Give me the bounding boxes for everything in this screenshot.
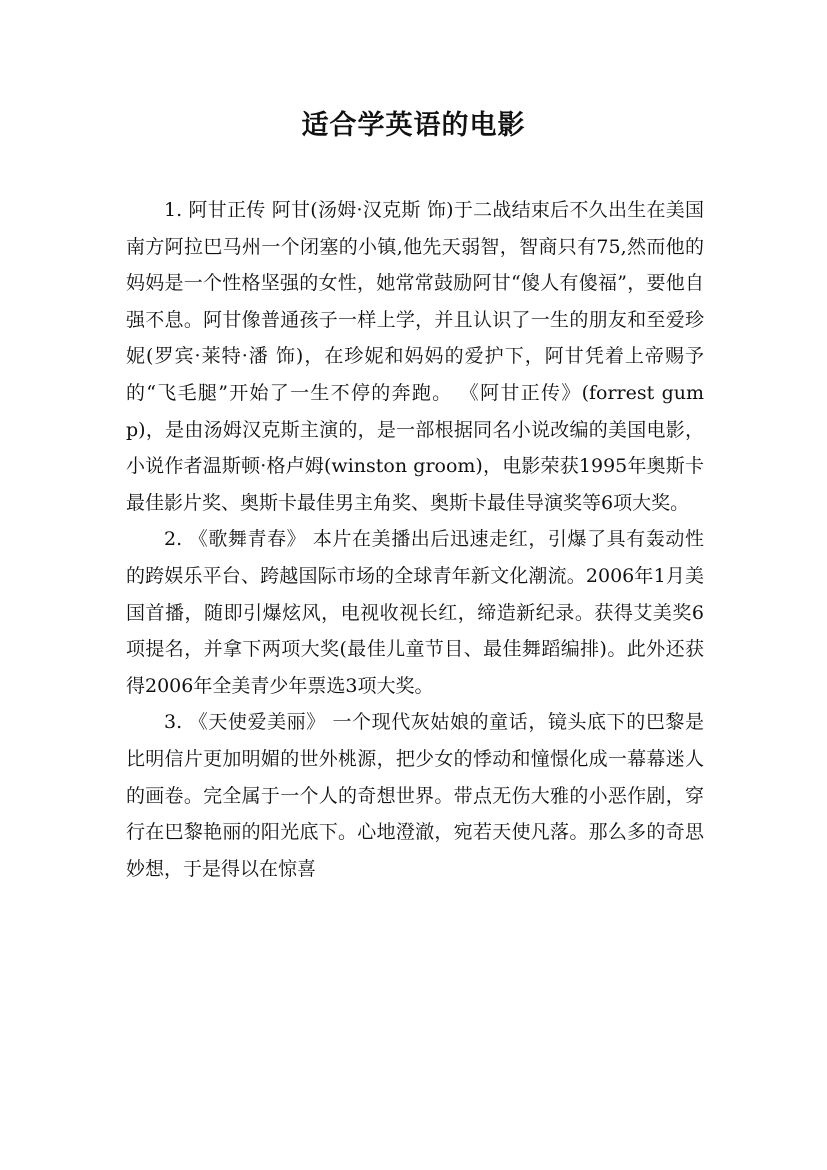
- paragraph-forrest-gump: 1. 阿甘正传 阿甘(汤姆·汉克斯 饰)于二战结束后不久出生在美国南方阿拉巴马州一个闭塞的小镇,他先天弱智，智商只有75,然而他的妈妈是一个性格坚强的女性，她常常鼓励阿甘“傻人有傻福”，要他自强不息。阿甘像普通孩子一样上学，并且认识了一生的朋友和至爱珍妮(罗宾·莱特·潘 饰)，在珍妮和妈妈的爱护下，阿甘凭着上帝赐予的“飞毛腿”开始了一生不停的奔跑。 《阿甘正传》(forrest gump)，是由汤姆汉克斯主演的，是一部根据同名小说改编的美国电影，小说作者温斯顿·格卢姆(winston groom)，电影荣获1995年奥斯卡最佳影片奖、奥斯卡最佳男主角奖、奥斯卡最佳导演奖等6项大奖。: [126, 199, 704, 514]
- document-title: 适合学英语的电影: [301, 110, 526, 141]
- paragraph-high-school-musical: 2. 《歌舞青春》 本片在美播出后迅速走红，引爆了具有轰动性的跨娱乐平台、跨越国际市场的全球青年新文化潮流。2006年1月美国首播，随即引爆炫风，电视收视长红，缔造新纪录。获得艾美奖6项提名，并拿下两项大奖(最佳儿童节目、最佳舞蹈编排)。此外还获得2006年全美青少年票选3项大奖。: [126, 528, 704, 697]
- document-body: [126, 192, 704, 887]
- paragraph-amelie: 3. 《天使爱美丽》 一个现代灰姑娘的童话，镜头底下的巴黎是比明信片更加明媚的世外桃源，把少女的悸动和憧憬化成一幕幕迷人的画卷。完全属于一个人的奇想世界。带点无伤大雅的小恶作剧，穿行在巴黎艳丽的阳光底下。心地澄澈，宛若天使凡落。那么多的奇思妙想，于是得以在惊喜: [126, 711, 704, 880]
